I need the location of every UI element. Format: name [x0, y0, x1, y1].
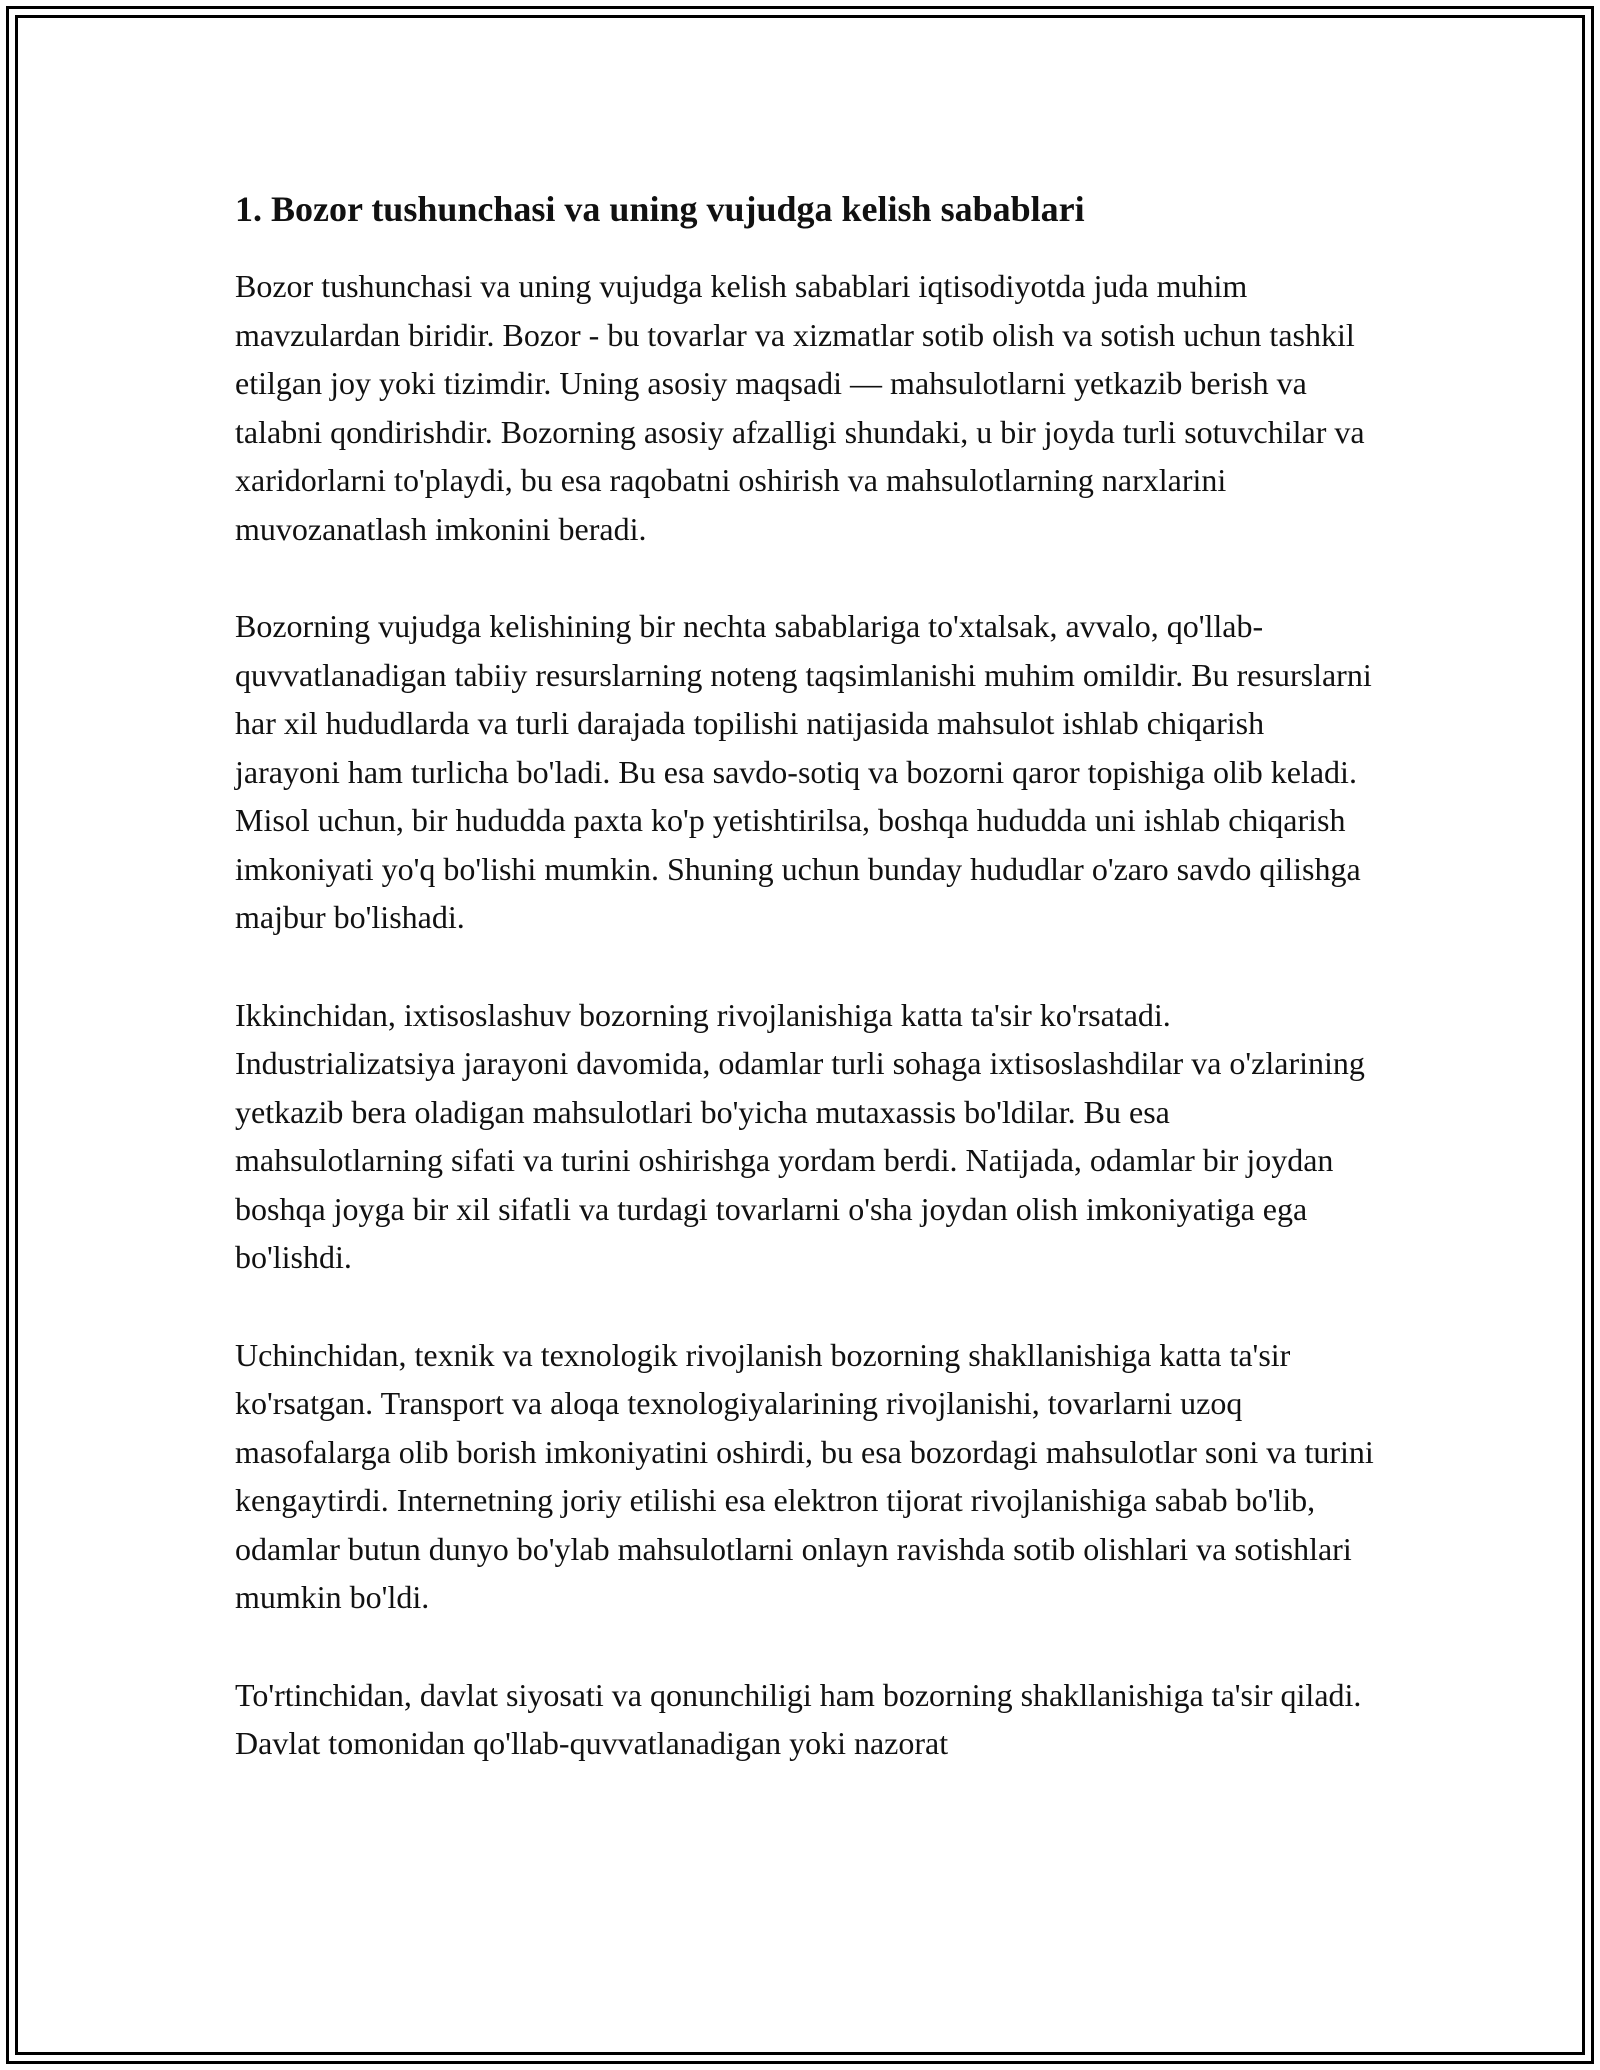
paragraph-1: Bozor tushunchasi va uning vujudga kelish sabablari iqtisodiyotda juda muhim mavzulardan biridir. Bozor - bu tovarlar va xizmatlar sotib olish va sotish uchun tashkil etilgan joy yoki tizimdir. Uning asosiy maqsadi — mahsulotlarni yetkazib berish va talabni qondirishdir. Bozorning asosiy afzalligi shundaki, u bir joyda turli sotuvchilar va xaridorlarni to'playdi, bu esa raqobatni oshirish va mahsulotlarning narxlarini muvozanatlash imkonini beradi.	[235, 268, 1365, 547]
document-body	[235, 186, 1375, 1817]
section-heading: 1. Bozor tushunchasi va uning vujudga kelish sabablari	[235, 189, 1085, 229]
paragraph-4: Uchinchidan, texnik va texnologik rivojlanish bozorning shakllanishiga katta ta'sir ko'rsatgan. Transport va aloqa texnologiyalarining rivojlanishi, tovarlarni uzoq masofalarga olib borish imkoniyatini oshirdi, bu esa bozordagi mahsulotlar soni va turini kengaytirdi. Internetning joriy etilishi esa elektron tijorat rivojlanishiga sabab bo'lib, odamlar butun dunyo bo'ylab mahsulotlarni onlayn ravishda sotib olishlari va sotishlari mumkin bo'ldi.	[235, 1336, 1374, 1615]
paragraph-3: Ikkinchidan, ixtisoslashuv bozorning rivojlanishiga katta ta'sir ko'rsatadi. Industrializatsiya jarayoni davomida, odamlar turli sohaga ixtisoslashdilar va o'zlarining yetkazib bera oladigan mahsulotlari bo'yicha mutaxassis bo'ldilar. Bu esa mahsulotlarning sifati va turini oshirishga yordam berdi. Natijada, odamlar bir joydan boshqa joyga bir xil sifatli va turdagi tovarlarni o'sha joydan olish imkoniyatiga ega bo'lishdi.	[235, 996, 1365, 1275]
paragraph-2: Bozorning vujudga kelishining bir nechta sabablariga to'xtalsak, avvalo, qo'llab-quvvatlanadigan tabiiy resurslarning noteng taqsimlanishi muhim omildir. Bu resurslarni har xil hududlarda va turli darajada topilishi natijasida mahsulot ishlab chiqarish jarayoni ham turlicha bo'ladi. Bu esa savdo-sotiq va bozorni qaror topishiga olib keladi. Misol uchun, bir hududda paxta ko'p yetishtirilsa, boshqa hududda uni ishlab chiqarish imkoniyati yo'q bo'lishi mumkin. Shuning uchun bunday hududlar o'zaro savdo qilishga majbur bo'lishadi.	[235, 608, 1372, 935]
paragraph-5: To'rtinchidan, davlat siyosati va qonunchiligi ham bozorning shakllanishiga ta'sir qiladi. Davlat tomonidan qo'llab-quvvatlanadigan yoki nazorat	[235, 1676, 1362, 1761]
